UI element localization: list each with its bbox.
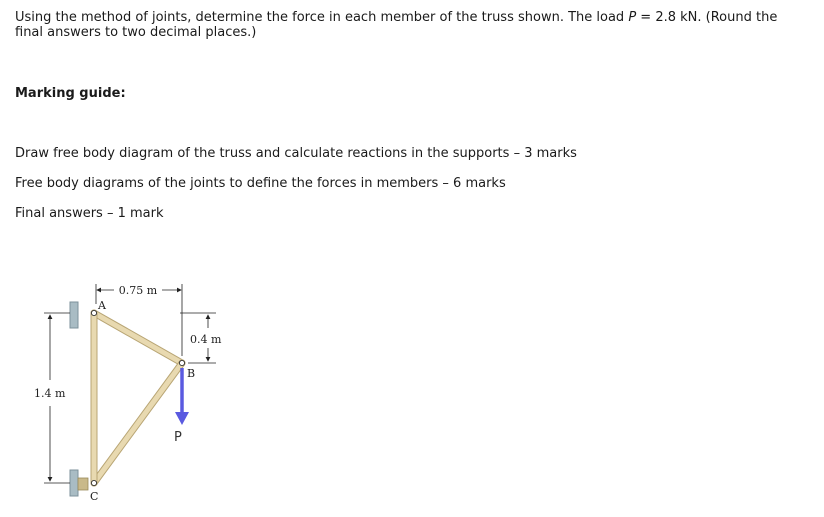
joint-label-a: A: [98, 299, 106, 312]
problem-text-end: = 2.8 kN. (Round the final answers to two decimal places.): [15, 10, 778, 40]
pin-c: [91, 480, 96, 485]
member-bc-fill: [94, 363, 182, 483]
dim-horizontal-label: 0.75 m: [118, 284, 158, 297]
marking-guide-item: Final answers – 1 mark: [15, 206, 164, 221]
marking-guide-item: Draw free body diagram of the truss and calculate reactions in the supports – 3 marks: [15, 146, 577, 161]
load-label: P: [174, 430, 182, 445]
pin-a: [91, 310, 96, 315]
dim-short-label: 0.4 m: [190, 333, 222, 346]
support-a-plate: [70, 302, 78, 328]
joint-label-b: B: [187, 367, 196, 380]
truss-diagram: [28, 280, 238, 510]
marking-guide-item: Free body diagrams of the joints to define the forces in members – 6 marks: [15, 176, 506, 191]
pin-b: [179, 360, 184, 365]
problem-statement: [15, 10, 805, 40]
member-ab-fill: [94, 313, 182, 363]
marking-guide-heading: Marking guide:: [15, 86, 126, 101]
problem-text-start: Using the method of joints, determine the force in each member of the truss shown. The load: [15, 10, 629, 25]
support-c-bracket: [78, 478, 88, 490]
support-c-plate: [70, 470, 78, 496]
load-variable: P: [628, 10, 637, 25]
joint-label-c: C: [90, 490, 99, 503]
load-arrow-head: [175, 412, 189, 425]
dim-total-label: 1.4 m: [34, 387, 66, 400]
